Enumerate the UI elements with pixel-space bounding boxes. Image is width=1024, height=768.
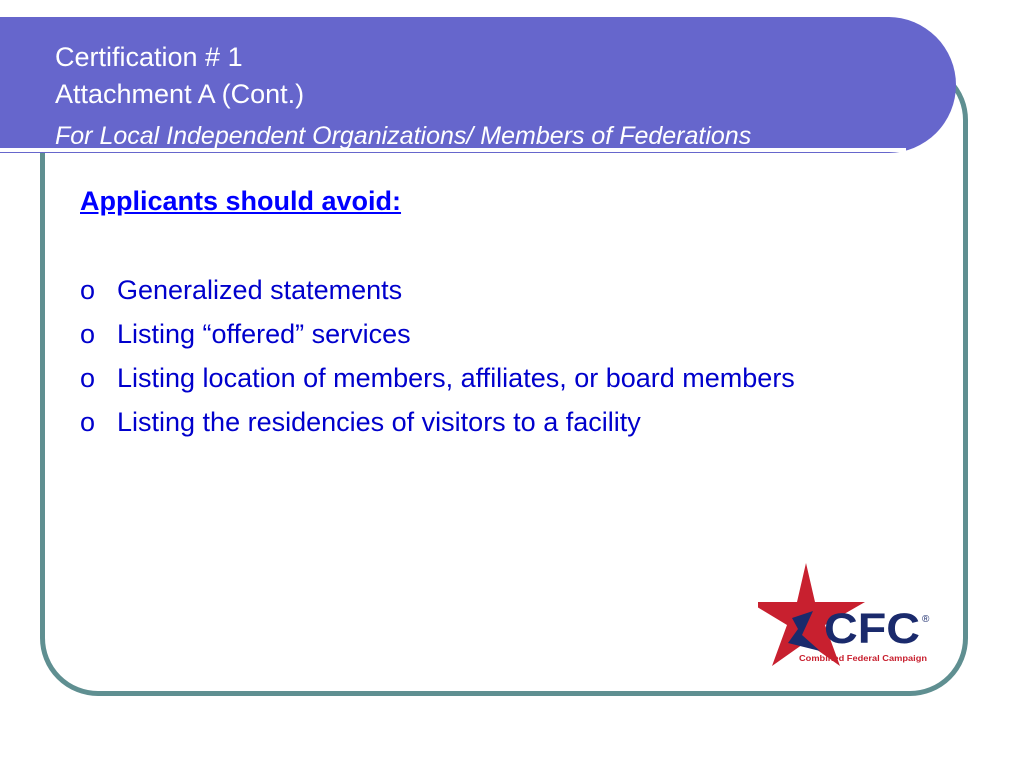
- bullet-text: Generalized statements: [117, 275, 403, 305]
- cfc-letters: CFC: [824, 605, 920, 653]
- header-band: [0, 17, 956, 153]
- bullet-text: Listing the residencies of visitors to a facility: [117, 407, 641, 437]
- cfc-tagline: Combined Federal Campaign: [799, 654, 928, 663]
- title-line-2: Attachment A (Cont.): [55, 79, 305, 109]
- bullet-text: Listing location of members, affiliates, or board members: [117, 363, 795, 393]
- bullet-item: [80, 362, 880, 395]
- content-heading: Applicants should avoid:: [80, 186, 402, 216]
- cfc-logo: [758, 563, 936, 671]
- cfc-registered-mark: ®: [922, 614, 930, 625]
- bullet-item: [80, 274, 880, 307]
- bullet-marker: o: [80, 275, 96, 305]
- bullet-list: [80, 274, 880, 450]
- subtitle: For Local Independent Organizations/ Members of Federations: [55, 122, 752, 150]
- bullet-marker: o: [80, 407, 96, 437]
- title-line-1: Certification # 1: [55, 42, 243, 72]
- bullet-marker: o: [80, 319, 96, 349]
- bullet-marker: o: [80, 363, 96, 393]
- bullet-item: [80, 318, 880, 351]
- bullet-item: [80, 406, 880, 439]
- bullet-text: Listing “offered” services: [117, 319, 411, 349]
